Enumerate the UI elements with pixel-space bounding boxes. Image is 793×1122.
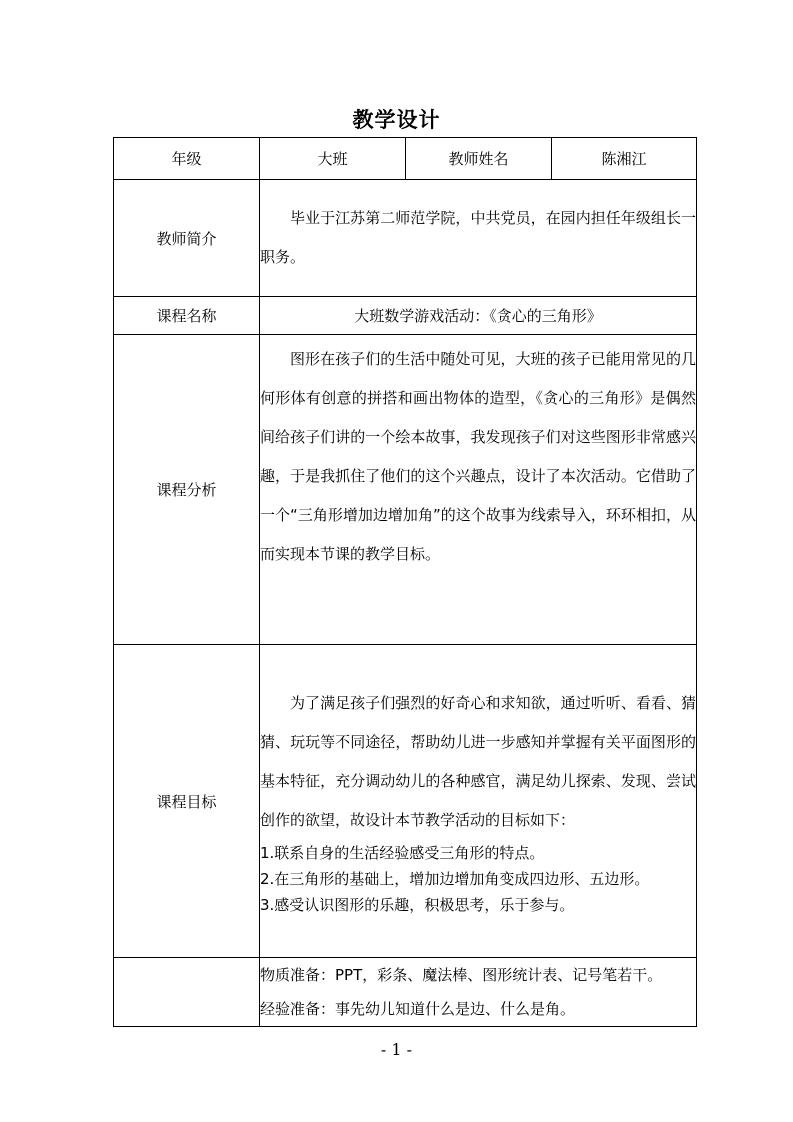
analysis-cell [260,335,697,645]
course-name-label: 课程名称 [114,297,260,335]
analysis-text: 图形在孩子们的生活中随处可见，大班的孩子已能用常见的几何形体有创意的拼搭和画出物体的造型，《贪心的三角形》是偶然间给孩子们讲的一个绘本故事，我发现孩子们对这些图形非常感兴趣，于是我抓住了他们的这个兴趣点，设计了本次活动。它借助了一个“三角形增加边增加角”的这个故事为线索导入，环环相扣，从而实现本节课的教学目标。 [260,350,696,563]
prep-material: 物质准备：PPT，彩条、魔法棒、图形统计表、记号笔若干。 [260,966,663,984]
prep-row [114,958,697,1027]
intro-label: 教师简介 [114,180,260,297]
goal-item: 2.在三角形的基础上，增加边增加角变成四边形、五边形。 [260,870,650,888]
goal-item: 1.联系自身的生活经验感受三角形的特点。 [260,844,545,862]
course-name-value: 大班数学游戏活动：《贪心的三角形》 [260,297,697,335]
teacher-label: 教师姓名 [406,138,552,180]
prep-label [114,958,260,1027]
goals-label: 课程目标 [114,645,260,958]
goals-cell [260,645,697,958]
goals-row [114,645,697,958]
document-title: 教学设计 [352,108,441,132]
page-number: - 1 - [380,1040,413,1059]
grade-value: 大班 [260,138,406,180]
course-name-row [114,297,697,335]
intro-cell [260,180,697,297]
lesson-plan-table [113,137,697,1027]
header-row [114,138,697,180]
prep-experience: 经验准备：事先幼儿知道什么是边、什么是角。 [260,1000,576,1018]
analysis-row [114,335,697,645]
goals-intro: 为了满足孩子们强烈的好奇心和求知欲，通过听听、看看、猜猜、玩玩等不同途径，帮助幼儿进一步感知并掌握有关平面图形的基本特征，充分调动幼儿的各种感官，满足幼儿探索、发现、尝试创作的欲望，故设计本节教学活动的目标如下： [260,694,696,829]
intro-row [114,180,697,297]
prep-cell [260,958,697,1027]
goal-item: 3.感受认识图形的乐趣，积极思考，乐于参与。 [260,896,575,914]
intro-text: 毕业于江苏第二师范学院，中共党员，在园内担任年级组长一职务。 [260,209,696,266]
grade-label: 年级 [114,138,260,180]
teacher-value: 陈湘江 [552,138,697,180]
analysis-label: 课程分析 [114,335,260,645]
